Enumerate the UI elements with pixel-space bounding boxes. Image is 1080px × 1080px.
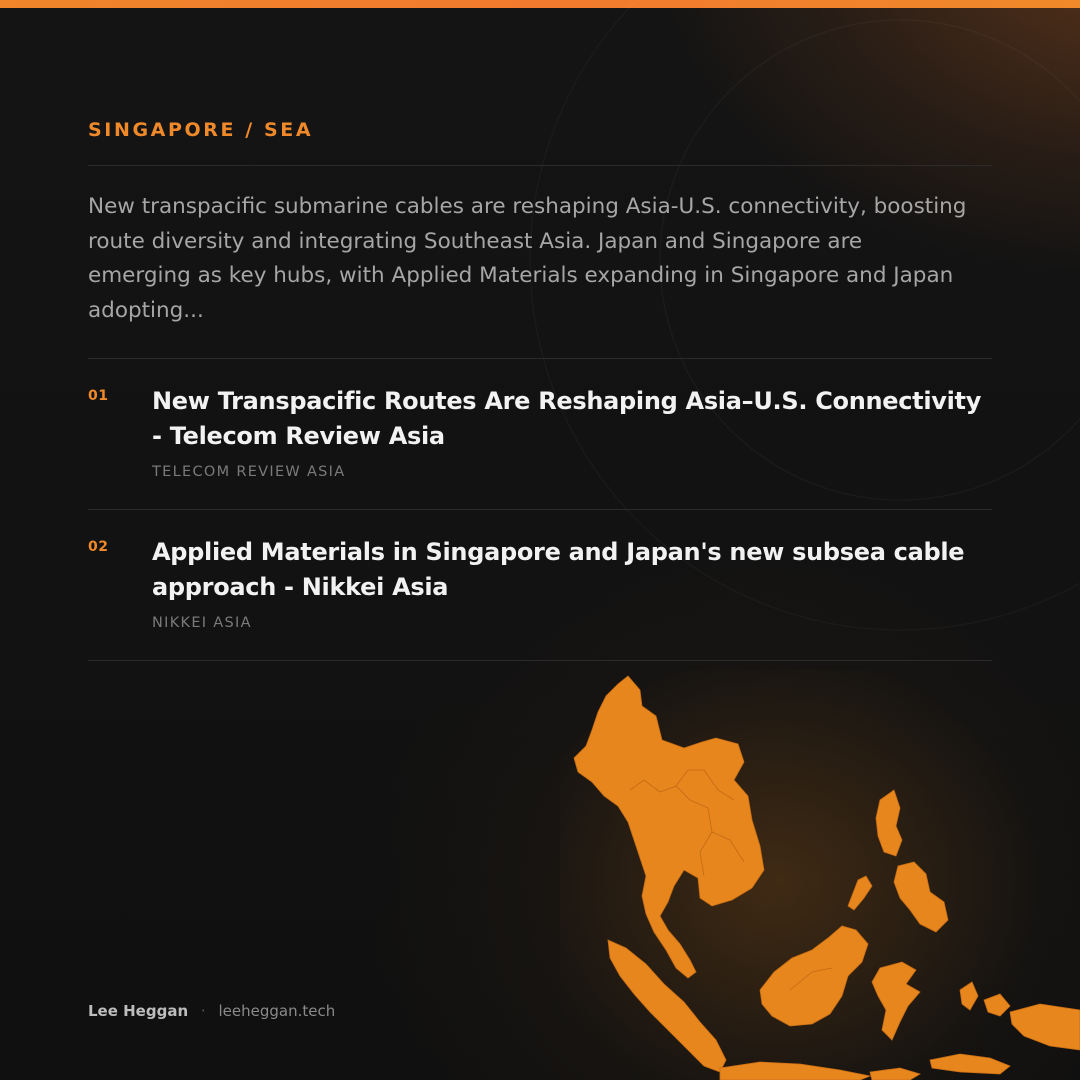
item-source: TELECOM REVIEW ASIA <box>152 464 346 480</box>
footer-separator: · <box>200 1002 206 1020</box>
divider <box>88 509 992 510</box>
footer <box>88 1002 335 1020</box>
item-number: 01 <box>88 388 109 404</box>
item-headline[interactable]: New Transpacific Routes Are Reshaping Asia–U.S. Connectivity - Telecom Review Asia <box>152 387 982 450</box>
southeast-asia-map-icon <box>560 670 1080 1080</box>
item-source: NIKKEI ASIA <box>152 615 252 631</box>
accent-top-bar <box>0 0 1080 8</box>
author-name: Lee Heggan <box>88 1002 189 1020</box>
divider <box>88 660 992 661</box>
divider <box>88 165 992 166</box>
region-kicker: SINGAPORE / SEA <box>88 119 314 141</box>
item-number: 02 <box>88 539 109 555</box>
summary-text: New transpacific submarine cables are reshaping Asia-U.S. connectivity, boosting route diversity and integrating Southeast Asia. Japan and Singapore are emerging as key hubs, with Applied Materials expanding in Singapore and Japan adopting... <box>88 194 967 323</box>
item-headline[interactable]: Applied Materials in Singapore and Japan's new subsea cable approach - Nikkei Asia <box>152 538 965 601</box>
site-link[interactable]: leeheggan.tech <box>218 1002 336 1020</box>
divider <box>88 358 992 359</box>
